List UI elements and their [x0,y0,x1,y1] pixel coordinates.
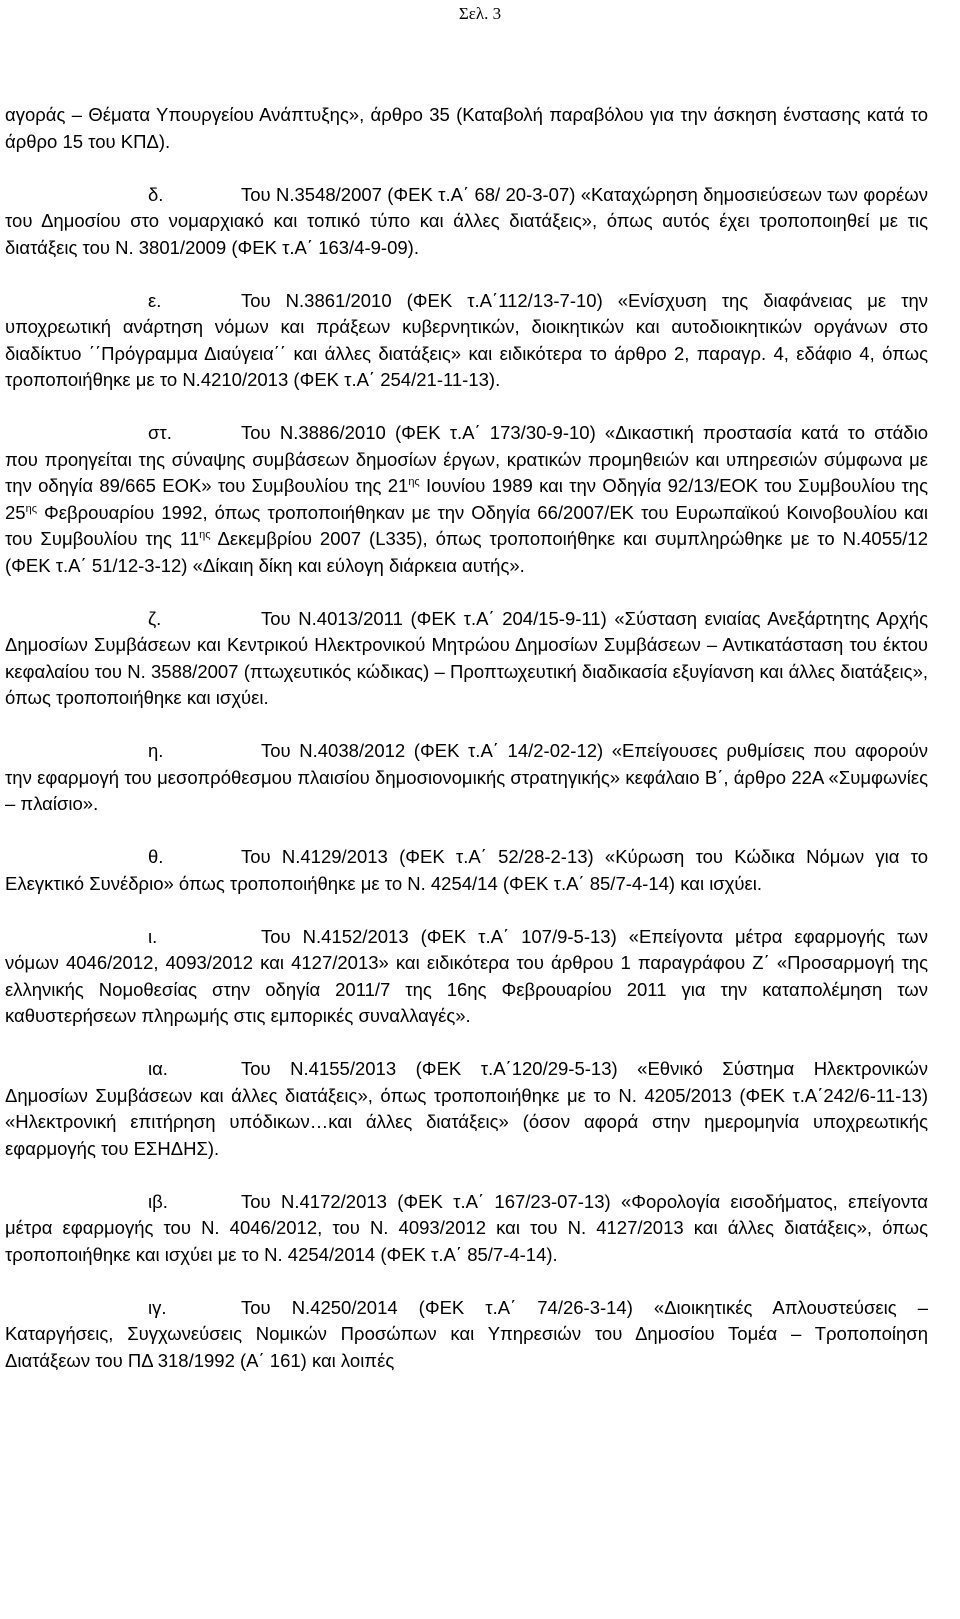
paragraph-text: Του Ν.4152/2013 (ΦΕΚ τ.Α΄ 107/9-5-13) «Επείγοντα μέτρα εφαρμογής των νόμων 4046/2012, 4093/2012 και 4127/2013» και ειδικότερα του άρθρου 1 παραγράφου Ζ΄ «Προσαρμογή της ελληνικής Νομοθεσίας στην οδηγία 2011/7 της 16ης Φεβρουαρίου 2011 για την καταπολέμηση των καθυστερήσεων πληρωμής στις εμπορικές συναλλαγές». [5,925,928,1026]
paragraph-st [5,420,928,579]
paragraph-h [5,738,928,818]
paragraph-text-part: Δεκεμβρίου 2007 (L335), όπως τροποποιήθηκε και συμπληρώθηκε με το Ν.4055/12 (ΦΕΚ τ.Α΄ 51/12-3-12) «Δίκαιη δίκη και εύλογη διάρκεια αυτής». [5,528,928,576]
paragraph-label: ε. [148,289,162,311]
paragraph-i [5,924,928,1030]
paragraph-text-part: Ιουνίου 1989 και την Οδηγία 92/13/ΕΟΚ του Συμβουλίου της 25 [5,475,928,523]
paragraph-label: ζ. [148,607,162,629]
paragraph-ig [5,1295,928,1375]
paragraph-label: ια. [148,1058,168,1079]
paragraph-text: αγοράς – Θέματα Υπουργείου Ανάπτυξης», άρθρο 35 (Καταβολή παραβόλου για την άσκηση ένστασης κατά το άρθρο 15 του ΚΠΔ). [5,104,928,152]
paragraph-ia [5,1056,928,1162]
paragraph-text: Του Ν.3861/2010 (ΦΕΚ τ.Α΄112/13-7-10) «Ενίσχυση της διαφάνειας με την υποχρεωτική ανάρτηση νόμων και πράξεων κυβερνητικών, διοικητικών και αυτοδιοικητικών οργάνων στο διαδίκτυο ΄΄Πρόγραμμα Διαύγεια΄΄ και άλλες διατάξεις» και ειδικότερα το άρθρο 2, παραγρ. 4, εδάφιο 4, όπως τροποποιήθηκε με το Ν.4210/2013 (ΦΕΚ τ.Α΄ 254/21-11-13). [5,289,928,390]
ordinal-superscript: ης [199,528,211,541]
paragraph-z [5,606,928,712]
paragraph-label: ι. [148,925,158,947]
paragraph-text: Του Ν.3548/2007 (ΦΕΚ τ.Α΄ 68/ 20-3-07) «Καταχώρηση δημοσιεύσεων των φορέων του Δημοσίου στο νομαρχιακό και τοπικό τύπο και άλλες διατάξεις», όπως αυτός έχει τροποποιηθεί με τις διατάξεις του Ν. 3801/2009 (ΦΕΚ τ.Α΄ 163/4-9-09). [5,183,928,258]
paragraph-text: Του Ν.4038/2012 (ΦΕΚ τ.Α΄ 14/2-02-12) «Επείγουσες ρυθμίσεις που αφορούν την εφαρμογή του μεσοπρόθεσμου πλαισίου δημοσιονομικής στρατηγικής» κεφάλαιο Β΄, άρθρο 22Α «Συμφωνίες – πλαίσιο». [5,740,928,814]
ordinal-superscript: ης [25,502,37,515]
paragraph-text: Του Ν.4129/2013 (ΦΕΚ τ.Α΄ 52/28-2-13) «Κύρωση του Κώδικα Νόμων για το Ελεγκτικό Συνέδριο» όπως τροποποιήθηκε με το Ν. 4254/14 (ΦΕΚ τ.Α΄ 85/7-4-14) και ισχύει. [5,846,928,894]
paragraph-label: στ. [148,422,172,443]
paragraph-text-part: Του Ν.3886/2010 (ΦΕΚ τ.Α΄ 173/30-9-10) «Δικαστική προστασία κατά το στάδιο που προηγείται της σύναψης συμβάσεων δημοσίων έργων, κρατικών προμηθειών και υπηρεσιών σύμφωνα με την οδηγία 89/665 ΕΟΚ» του Συμβουλίου της 21 [5,422,928,496]
paragraph-text: Του Ν.4172/2013 (ΦΕΚ τ.Α΄ 167/23-07-13) «Φορολογία εισοδήματος, επείγοντα μέτρα εφαρμογής του Ν. 4046/2012, του Ν. 4093/2012 και του Ν. 4127/2013 και άλλες διατάξεις», όπως τροποποιήθηκε και ισχύει με το Ν. 4254/2014 (ΦΕΚ τ.Α΄ 85/7-4-14). [5,1190,928,1265]
paragraph-label: ιγ. [148,1296,167,1318]
paragraph-d [5,182,928,262]
paragraph-text: Του Ν.4250/2014 (ΦΕΚ τ.Α΄ 74/26-3-14) «Διοικητικές Απλουστεύσεις – Καταργήσεις, Συγχωνεύσεις Νομικών Προσώπων και Υπηρεσιών του Δημοσίου Τομέα – Τροποποίηση Διατάξεων του ΠΔ 318/1992 (Α΄ 161) και λοιπές [5,1296,928,1371]
paragraph-continuation [5,102,928,155]
paragraph-text: Του Ν.4155/2013 (ΦΕΚ τ.Α΄120/29-5-13) «Εθνικό Σύστημα Ηλεκτρονικών Δημοσίων Συμβάσεων και άλλες διατάξεις», όπως τροποποιήθηκε με το Ν. 4205/2013 (ΦΕΚ τ.Α΄242/6-11-13) «Ηλεκτρονική επιτήρηση υπόδικων…και άλλες διατάξεις» (όσον αφορά στην ημερομηνία υποχρεωτικής εφαρμογής του ΕΣΗΔΗΣ). [5,1058,928,1159]
paragraph-ib [5,1189,928,1269]
paragraph-label: η. [148,740,164,761]
paragraph-text: Του Ν.4013/2011 (ΦΕΚ τ.Α΄ 204/15-9-11) «Σύσταση ενιαίας Ανεξάρτητης Αρχής Δημοσίων Συμβάσεων και Κεντρικού Ηλεκτρονικού Μητρώου Δημοσίων Συμβάσεων – Αντικατάσταση του έκτου κεφαλαίου του Ν. 3588/2007 (πτωχευτικός κώδικας) – Προπτωχευτική διαδικασία εξυγίανση και άλλες διατάξεις», όπως τροποποιήθηκε και ισχύει. [5,607,928,708]
document-body [5,102,928,1401]
paragraph-th [5,844,928,897]
paragraph-label: δ. [148,183,164,205]
ordinal-superscript: ης [408,475,420,488]
paragraph-e [5,288,928,394]
paragraph-text-part: Φεβρουαρίου 1992, όπως τροποποιήθηκαν με την Οδηγία 66/2007/ΕΚ του Ευρωπαϊκού Κοινοβουλίου και του Συμβουλίου της 11 [5,501,928,549]
paragraph-label: ιβ. [148,1190,168,1212]
page-number: Σελ. 3 [458,4,502,23]
paragraph-label: θ. [148,846,164,867]
